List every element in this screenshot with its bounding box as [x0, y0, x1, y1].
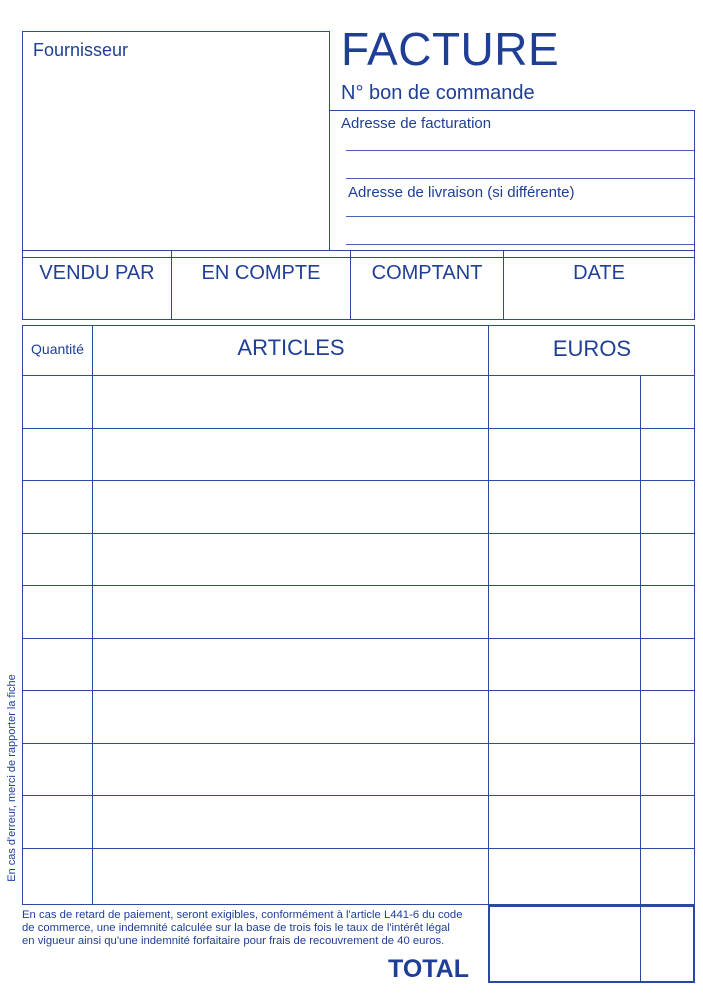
cash-label: COMPTANT — [371, 262, 483, 284]
euros-header-label: EUROS — [552, 336, 632, 361]
row-divider — [22, 690, 695, 691]
cents-column-divider — [640, 375, 641, 905]
row-divider — [22, 480, 695, 481]
articles-column-divider — [488, 325, 489, 905]
on-account-label: EN COMPTE — [201, 262, 321, 284]
date-field[interactable] — [503, 257, 695, 320]
quantity-header-label: Quantité — [31, 341, 84, 357]
total-box[interactable] — [488, 905, 695, 983]
row-divider — [22, 585, 695, 586]
quantity-column-divider — [92, 325, 93, 905]
delivery-address-line-2[interactable] — [346, 244, 694, 245]
sold-by-field[interactable] — [22, 257, 172, 320]
total-label: TOTAL — [388, 955, 470, 983]
row-divider — [22, 533, 695, 534]
row-divider — [22, 743, 695, 744]
delivery-address-line-1[interactable] — [346, 216, 694, 217]
quantity-header — [22, 325, 93, 375]
billing-address-line-2[interactable] — [346, 178, 694, 179]
delivery-address-label: Adresse de livraison (si différente) — [348, 184, 575, 201]
row-divider — [22, 428, 695, 429]
articles-header — [93, 325, 489, 375]
billing-address-line-1[interactable] — [346, 150, 694, 151]
cash-field[interactable] — [350, 257, 504, 320]
on-account-field[interactable] — [171, 257, 351, 320]
euros-header — [489, 325, 695, 375]
row-divider — [22, 795, 695, 796]
invoice-title: FACTURE — [341, 23, 560, 75]
order-number-label: N° bon de commande — [341, 82, 535, 104]
date-label: DATE — [573, 262, 625, 284]
side-note: En cas d'erreur, merci de rapporter la fiche — [6, 674, 18, 882]
supplier-box[interactable] — [22, 31, 330, 251]
supplier-label: Fournisseur — [33, 40, 129, 60]
articles-table — [22, 325, 695, 905]
total-cents-divider — [640, 905, 641, 983]
legal-line-1: En cas de retard de paiement, seront exigibles, conformément à l'article L441-6 du code — [22, 909, 463, 921]
sold-by-label: VENDU PAR — [39, 262, 155, 284]
row-divider — [22, 638, 695, 639]
billing-address-label: Adresse de facturation — [341, 115, 492, 132]
legal-line-2: de commerce, une indemnité calculée sur la base de trois fois le taux de l'intérêt légal — [22, 922, 450, 934]
table-header-divider — [22, 375, 695, 376]
articles-header-label: ARTICLES — [237, 335, 345, 360]
row-divider — [22, 848, 695, 849]
legal-line-3: en vigueur ainsi qu'une indemnité forfaitaire pour frais de recouvrement de 40 euros. — [22, 935, 445, 947]
